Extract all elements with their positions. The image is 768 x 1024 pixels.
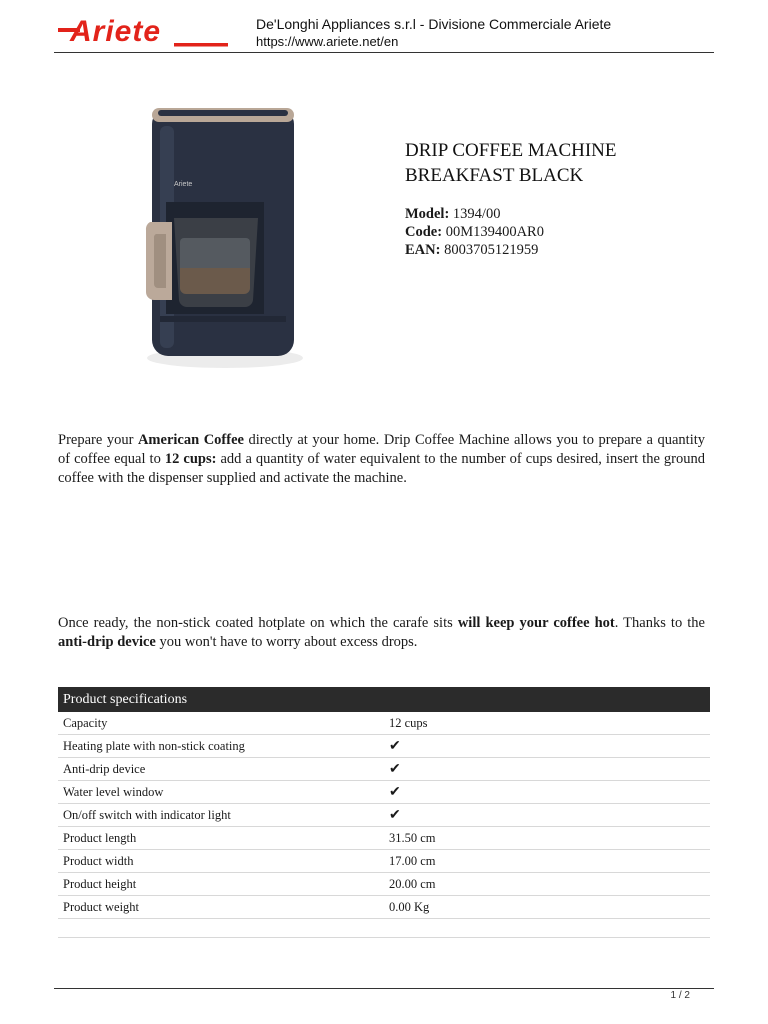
header-divider xyxy=(54,52,714,53)
spec-value: 17.00 cm xyxy=(385,850,710,873)
table-row xyxy=(58,735,710,758)
check-icon: ✔ xyxy=(385,781,710,804)
spec-label: Anti-drip device xyxy=(58,758,385,781)
check-icon: ✔ xyxy=(385,758,710,781)
specifications-table xyxy=(58,687,710,919)
ean-label: EAN: xyxy=(405,242,441,258)
ean-row xyxy=(405,241,544,259)
company-url[interactable]: https://www.ariete.net/en xyxy=(256,34,399,49)
footer-divider xyxy=(54,988,714,989)
product-title xyxy=(405,138,725,188)
ariete-logo xyxy=(56,12,236,52)
check-icon: ✔ xyxy=(385,735,710,758)
spec-value: 20.00 cm xyxy=(385,873,710,896)
desc1-text-2: directly at your home. Drip Coffee Machine allows you to prepare a quantity of coffee equal to xyxy=(58,432,705,467)
product-identifiers xyxy=(405,205,544,259)
machine-brand-label: Ariete xyxy=(174,181,193,188)
table-row xyxy=(58,873,710,896)
check-icon: ✔ xyxy=(385,804,710,827)
spec-value: 31.50 cm xyxy=(385,827,710,850)
table-row xyxy=(58,804,710,827)
desc1-bold-1: American Coffee xyxy=(137,432,244,448)
spec-label: Water level window xyxy=(58,781,385,804)
model-row xyxy=(405,205,544,223)
product-image xyxy=(140,90,310,380)
spec-header-row xyxy=(58,687,710,712)
desc2-text-3: you won't have to worry about excess drops. xyxy=(155,634,418,650)
spec-value: 12 cups xyxy=(385,712,710,735)
desc1-bold-2: 12 cups: xyxy=(164,451,217,467)
spec-label: Heating plate with non-stick coating xyxy=(58,735,385,758)
spec-table-header: Product specifications xyxy=(58,687,710,712)
table-row xyxy=(58,781,710,804)
desc2-text-1: Once ready, the non-stick coated hotplate on which the carafe sits xyxy=(58,615,458,631)
spec-value: 0.00 Kg xyxy=(385,896,710,919)
spec-label: On/off switch with indicator light xyxy=(58,804,385,827)
table-row xyxy=(58,758,710,781)
spec-label: Product width xyxy=(58,850,385,873)
spec-label: Product weight xyxy=(58,896,385,919)
desc1-text-3: add a quantity of water equivalent to the number of cups desired, insert the ground coffee with the dispenser supplied and activate the machine. xyxy=(58,451,705,486)
company-name: De'Longhi Appliances s.r.l - Divisione Commerciale Ariete xyxy=(256,16,612,32)
desc2-bold-2: anti-drip device xyxy=(58,634,156,650)
product-title-line2: BREAKFAST BLACK xyxy=(405,165,584,186)
product-title-line1: DRIP COFFEE MACHINE xyxy=(405,140,617,161)
spec-label: Capacity xyxy=(58,712,385,735)
code-row xyxy=(405,223,544,241)
desc1-text-1: Prepare your xyxy=(58,432,138,448)
desc2-text-2: . Thanks to the xyxy=(614,615,705,631)
ean-value: 8003705121959 xyxy=(444,242,539,258)
code-label: Code: xyxy=(405,224,443,240)
table-bottom-divider xyxy=(58,937,710,938)
spec-label: Product height xyxy=(58,873,385,896)
desc2-bold-1: will keep your coffee hot xyxy=(457,615,615,631)
description-paragraph-2 xyxy=(58,614,705,652)
description-paragraph-1 xyxy=(58,431,705,488)
table-row xyxy=(58,827,710,850)
table-row xyxy=(58,850,710,873)
page-number: 1 / 2 xyxy=(670,990,690,1001)
table-row xyxy=(58,712,710,735)
table-row xyxy=(58,896,710,919)
code-value: 00M139400AR0 xyxy=(445,224,544,240)
model-value: 1394/00 xyxy=(452,206,501,222)
model-label: Model: xyxy=(405,206,450,222)
svg-text:Ariete: Ariete xyxy=(70,15,162,48)
spec-label: Product length xyxy=(58,827,385,850)
